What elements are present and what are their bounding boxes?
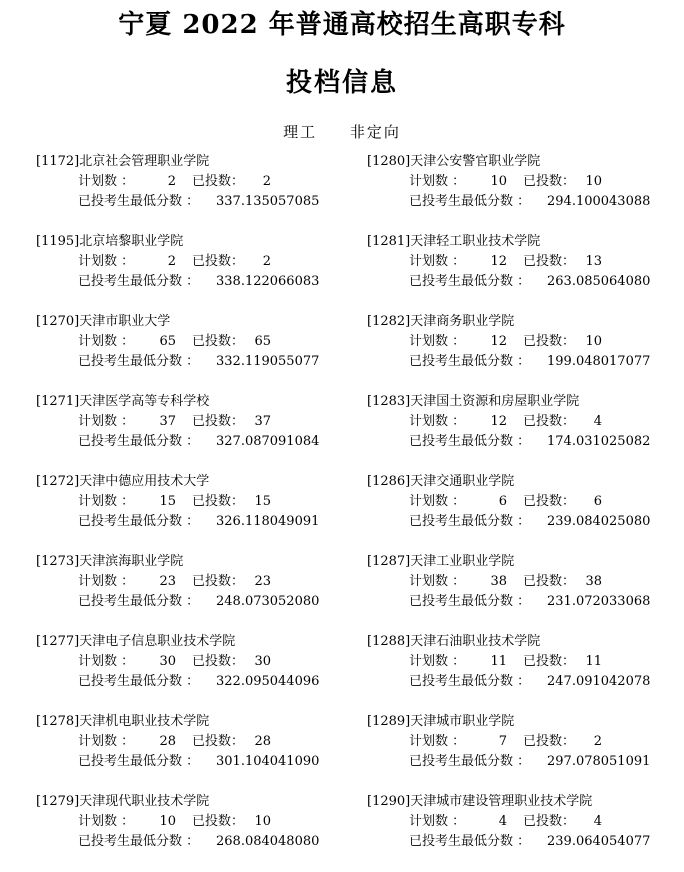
school-name: [1278]天津机电职业技术学院 — [36, 714, 210, 729]
plan-value: 37 — [159, 414, 176, 429]
min-score-label: 已投考生最低分数 ： — [78, 754, 200, 769]
admitted-value: 15 — [254, 494, 271, 509]
min-score-line — [36, 432, 356, 452]
min-score-line — [36, 832, 356, 852]
school-name: [1282]天津商务职业学院 — [367, 314, 515, 329]
min-score-line — [36, 672, 356, 692]
plan-value: 4 — [498, 814, 507, 829]
plan-label: 计划数 ： — [409, 654, 466, 669]
school-entry — [36, 472, 356, 552]
plan-value: 30 — [159, 654, 176, 669]
admitted-label: 已投数： — [523, 574, 576, 589]
plan-label: 计划数 ： — [78, 654, 135, 669]
admitted-label: 已投数： — [523, 334, 576, 349]
plan-value: 6 — [498, 494, 507, 509]
min-score-label: 已投考生最低分数 ： — [409, 514, 531, 529]
admitted-label: 已投数： — [523, 654, 576, 669]
min-score-label: 已投考生最低分数 ： — [409, 274, 531, 289]
plan-line — [36, 572, 356, 592]
min-score-line — [367, 352, 684, 372]
admitted-value: 6 — [593, 494, 602, 509]
plan-label: 计划数 ： — [409, 334, 466, 349]
min-score-line — [367, 592, 684, 612]
admitted-value: 10 — [254, 814, 271, 829]
plan-label: 计划数 ： — [78, 334, 135, 349]
plan-label: 计划数 ： — [409, 254, 466, 269]
min-score-label: 已投考生最低分数 ： — [409, 754, 531, 769]
min-score-value: 239.064054077 — [547, 834, 651, 849]
min-score-label: 已投考生最低分数 ： — [78, 594, 200, 609]
plan-label: 计划数 ： — [78, 174, 135, 189]
school-name: [1280]天津公安警官职业学院 — [367, 154, 541, 169]
min-score-line — [36, 752, 356, 772]
school-entry — [36, 152, 356, 232]
school-name: [1271]天津医学高等专科学校 — [36, 394, 210, 409]
admitted-label: 已投数： — [523, 494, 576, 509]
plan-value: 65 — [159, 334, 176, 349]
min-score-label: 已投考生最低分数 ： — [78, 674, 200, 689]
min-score-label: 已投考生最低分数 ： — [78, 434, 200, 449]
school-name: [1290]天津城市建设管理职业技术学院 — [367, 794, 593, 809]
admitted-value: 13 — [585, 254, 602, 269]
admitted-value: 30 — [254, 654, 271, 669]
min-score-value: 338.122066083 — [216, 274, 320, 289]
admitted-label: 已投数： — [192, 654, 245, 669]
min-score-value: 174.031025082 — [547, 434, 651, 449]
plan-value: 28 — [159, 734, 176, 749]
admitted-label: 已投数： — [523, 174, 576, 189]
category-label: 理工 — [283, 123, 318, 141]
school-name: [1283]天津国土资源和房屋职业学院 — [367, 394, 580, 409]
min-score-line — [36, 592, 356, 612]
admitted-label: 已投数： — [192, 814, 245, 829]
plan-line — [36, 652, 356, 672]
min-score-value: 268.084048080 — [216, 834, 320, 849]
plan-label: 计划数 ： — [78, 814, 135, 829]
right-column — [367, 152, 684, 872]
plan-line — [367, 332, 684, 352]
admitted-label: 已投数： — [192, 254, 245, 269]
min-score-line — [36, 272, 356, 292]
admitted-label: 已投数： — [523, 814, 576, 829]
plan-line — [36, 252, 356, 272]
min-score-label: 已投考生最低分数 ： — [409, 674, 531, 689]
min-score-label: 已投考生最低分数 ： — [409, 194, 531, 209]
plan-line — [36, 172, 356, 192]
min-score-line — [36, 192, 356, 212]
school-entry — [36, 712, 356, 792]
min-score-label: 已投考生最低分数 ： — [78, 834, 200, 849]
min-score-line — [367, 752, 684, 772]
plan-line — [36, 412, 356, 432]
plan-value: 2 — [167, 254, 176, 269]
admitted-value: 10 — [585, 174, 602, 189]
min-score-value: 301.104041090 — [216, 754, 320, 769]
plan-value: 7 — [498, 734, 507, 749]
plan-value: 12 — [490, 334, 507, 349]
admitted-value: 37 — [254, 414, 271, 429]
admitted-value: 11 — [585, 654, 602, 669]
school-entry — [367, 392, 684, 472]
plan-label: 计划数 ： — [78, 494, 135, 509]
plan-line — [367, 572, 684, 592]
admitted-label: 已投数： — [192, 414, 245, 429]
school-entry — [367, 152, 684, 232]
min-score-value: 297.078051091 — [547, 754, 651, 769]
plan-line — [367, 252, 684, 272]
min-score-value: 332.119055077 — [216, 354, 320, 369]
min-score-value: 247.091042078 — [547, 674, 651, 689]
page-subtitle: 投档信息 — [285, 68, 398, 98]
category-line — [0, 121, 684, 142]
plan-label: 计划数 ： — [78, 254, 135, 269]
school-name: [1272]天津中德应用技术大学 — [36, 474, 210, 489]
min-score-value: 294.100043088 — [547, 194, 651, 209]
plan-line — [367, 652, 684, 672]
min-score-label: 已投考生最低分数 ： — [78, 194, 200, 209]
min-score-value: 248.073052080 — [216, 594, 320, 609]
admitted-label: 已投数： — [192, 334, 245, 349]
school-name: [1270]天津市职业大学 — [36, 314, 171, 329]
plan-line — [367, 492, 684, 512]
school-entry — [36, 792, 356, 872]
plan-line — [367, 412, 684, 432]
school-entry — [36, 392, 356, 472]
school-entry — [36, 632, 356, 712]
min-score-value: 337.135057085 — [216, 194, 320, 209]
plan-label: 计划数 ： — [78, 414, 135, 429]
min-score-line — [36, 352, 356, 372]
admitted-value: 28 — [254, 734, 271, 749]
school-entry — [367, 312, 684, 392]
min-score-line — [367, 832, 684, 852]
plan-value: 10 — [159, 814, 176, 829]
plan-label: 计划数 ： — [78, 574, 135, 589]
plan-label: 计划数 ： — [409, 574, 466, 589]
min-score-value: 199.048017077 — [547, 354, 651, 369]
plan-line — [367, 172, 684, 192]
school-entry — [36, 232, 356, 312]
school-entry — [367, 712, 684, 792]
min-score-label: 已投考生最低分数 ： — [409, 354, 531, 369]
plan-value: 2 — [167, 174, 176, 189]
min-score-line — [367, 272, 684, 292]
school-entry — [367, 632, 684, 712]
admitted-label: 已投数： — [523, 734, 576, 749]
plan-value: 23 — [159, 574, 176, 589]
min-score-label: 已投考生最低分数 ： — [409, 834, 531, 849]
plan-line — [367, 732, 684, 752]
admitted-value: 23 — [254, 574, 271, 589]
admitted-label: 已投数： — [192, 494, 245, 509]
school-name: [1287]天津工业职业学院 — [367, 554, 515, 569]
plan-label: 计划数 ： — [409, 494, 466, 509]
plan-line — [36, 492, 356, 512]
type-label: 非定向 — [349, 123, 401, 141]
admitted-value: 4 — [593, 414, 602, 429]
admitted-value: 4 — [593, 814, 602, 829]
plan-label: 计划数 ： — [409, 414, 466, 429]
min-score-line — [36, 512, 356, 532]
min-score-line — [367, 512, 684, 532]
min-score-label: 已投考生最低分数 ： — [409, 434, 531, 449]
admitted-value: 2 — [262, 174, 271, 189]
plan-value: 15 — [159, 494, 176, 509]
page-title: 宁夏 2022 年普通高校招生高职专科 — [118, 10, 566, 40]
school-entry — [367, 472, 684, 552]
admitted-label: 已投数： — [192, 734, 245, 749]
admitted-label: 已投数： — [523, 414, 576, 429]
school-name: [1288]天津石油职业技术学院 — [367, 634, 541, 649]
admitted-value: 38 — [585, 574, 602, 589]
plan-label: 计划数 ： — [409, 734, 466, 749]
min-score-value: 263.085064080 — [547, 274, 651, 289]
min-score-value: 322.095044096 — [216, 674, 320, 689]
school-name: [1277]天津电子信息职业技术学院 — [36, 634, 236, 649]
school-entry — [367, 232, 684, 312]
school-entry — [367, 792, 684, 872]
min-score-line — [367, 192, 684, 212]
school-name: [1281]天津轻工职业技术学院 — [367, 234, 541, 249]
min-score-line — [367, 672, 684, 692]
plan-value: 12 — [490, 254, 507, 269]
plan-label: 计划数 ： — [409, 814, 466, 829]
school-name: [1273]天津滨海职业学院 — [36, 554, 184, 569]
school-name: [1195]北京培黎职业学院 — [36, 234, 184, 249]
min-score-value: 231.072033068 — [547, 594, 651, 609]
min-score-line — [367, 432, 684, 452]
min-score-value: 239.084025080 — [547, 514, 651, 529]
min-score-label: 已投考生最低分数 ： — [409, 594, 531, 609]
plan-line — [36, 812, 356, 832]
plan-value: 10 — [490, 174, 507, 189]
left-column — [36, 152, 356, 872]
school-name: [1289]天津城市职业学院 — [367, 714, 515, 729]
plan-value: 12 — [490, 414, 507, 429]
min-score-value: 326.118049091 — [216, 514, 320, 529]
plan-label: 计划数 ： — [78, 734, 135, 749]
admitted-label: 已投数： — [192, 574, 245, 589]
school-name: [1279]天津现代职业技术学院 — [36, 794, 210, 809]
school-entry — [367, 552, 684, 632]
plan-value: 11 — [490, 654, 507, 669]
admitted-value: 10 — [585, 334, 602, 349]
admitted-value: 2 — [593, 734, 602, 749]
min-score-value: 327.087091084 — [216, 434, 320, 449]
plan-line — [36, 332, 356, 352]
school-name: [1172]北京社会管理职业学院 — [36, 154, 210, 169]
min-score-label: 已投考生最低分数 ： — [78, 514, 200, 529]
plan-label: 计划数 ： — [409, 174, 466, 189]
plan-line — [367, 812, 684, 832]
plan-line — [36, 732, 356, 752]
min-score-label: 已投考生最低分数 ： — [78, 354, 200, 369]
admitted-value: 65 — [254, 334, 271, 349]
school-name: [1286]天津交通职业学院 — [367, 474, 515, 489]
admitted-label: 已投数： — [192, 174, 245, 189]
school-entry — [36, 552, 356, 632]
plan-value: 38 — [490, 574, 507, 589]
school-entry — [36, 312, 356, 392]
min-score-label: 已投考生最低分数 ： — [78, 274, 200, 289]
admitted-label: 已投数： — [523, 254, 576, 269]
admitted-value: 2 — [262, 254, 271, 269]
